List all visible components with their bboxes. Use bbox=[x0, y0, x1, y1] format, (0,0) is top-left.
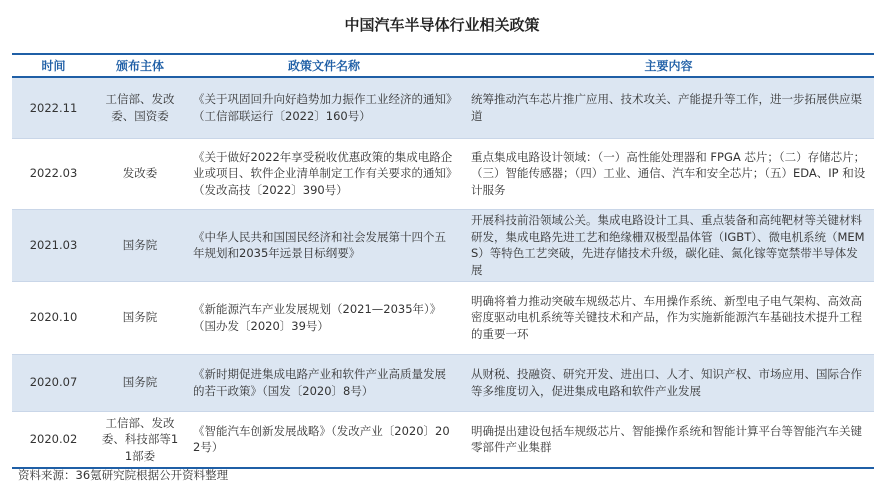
cell-content: 明确将着力推动突破车规级芯片、车用操作系统、新型电子电气架构、高效高密度驱动电机系统等关键技术和产品，作为实施新能源汽车基础技术提升工程的重要一环 bbox=[463, 281, 874, 354]
header-content: 主要内容 bbox=[463, 54, 874, 77]
cell-time: 2020.10 bbox=[12, 281, 95, 354]
cell-document: 《关于巩固回升向好趋势加力振作工业经济的通知》（工信部联运行〔2022〕160号） bbox=[185, 77, 463, 138]
cell-time: 2020.02 bbox=[12, 411, 95, 468]
cell-time: 2020.07 bbox=[12, 354, 95, 411]
cell-time: 2022.03 bbox=[12, 138, 95, 209]
cell-time: 2022.11 bbox=[12, 77, 95, 138]
cell-content: 重点集成电路设计领域：（一）高性能处理器和 FPGA 芯片；（二）存储芯片；（三）智能传感器；（四）工业、通信、汽车和安全芯片；（五）EDA、IP 和设计服务 bbox=[463, 138, 874, 209]
policy-table bbox=[12, 53, 874, 469]
source-note: 资料来源：36氪研究院根据公开资料整理 bbox=[18, 468, 229, 482]
cell-content: 开展科技前沿领域公关。集成电路设计工具、重点装备和高纯靶材等关键材料研发，集成电路先进工艺和绝缘栅双极型晶体管（IGBT）、微电机系统（MEMS）等特色工艺突破，先进存储技术升级，碳化硅、氮化镓等宽禁带半导体发展 bbox=[463, 209, 874, 281]
cell-content: 统筹推动汽车芯片推广应用、技术攻关、产能提升等工作，进一步拓展供应渠道 bbox=[463, 77, 874, 138]
cell-issuer: 工信部、发改委、科技部等11部委 bbox=[95, 411, 185, 468]
table-row bbox=[12, 209, 874, 281]
cell-content: 从财税、投融资、研究开发、进出口、人才、知识产权、市场应用、国际合作等多维度切入，促进集成电路和软件产业发展 bbox=[463, 354, 874, 411]
cell-content: 明确提出建设包括车规级芯片、智能操作系统和智能计算平台等智能汽车关键零部件产业集群 bbox=[463, 411, 874, 468]
table-row bbox=[12, 77, 874, 138]
page-title: 中国汽车半导体行业相关政策 bbox=[344, 16, 540, 34]
table-row bbox=[12, 138, 874, 209]
cell-document: 《中华人民共和国国民经济和社会发展第十四个五年规划和2035年远景目标纲要》 bbox=[185, 209, 463, 281]
cell-document: 《关于做好2022年享受税收优惠政策的集成电路企业或项目、软件企业清单制定工作有关要求的通知》（发改高技〔2022〕390号） bbox=[185, 138, 463, 209]
cell-issuer: 国务院 bbox=[95, 354, 185, 411]
table-row bbox=[12, 411, 874, 468]
header-time: 时间 bbox=[12, 54, 95, 77]
cell-document: 《新时期促进集成电路产业和软件产业高质量发展的若干政策》（国发〔2020〕8号） bbox=[185, 354, 463, 411]
cell-issuer: 工信部、发改委、国资委 bbox=[95, 77, 185, 138]
table-row bbox=[12, 281, 874, 354]
cell-issuer: 国务院 bbox=[95, 281, 185, 354]
cell-issuer: 发改委 bbox=[95, 138, 185, 209]
table-row bbox=[12, 354, 874, 411]
cell-issuer: 国务院 bbox=[95, 209, 185, 281]
cell-document: 《新能源汽车产业发展规划（2021—2035年）》（国办发〔2020〕39号） bbox=[185, 281, 463, 354]
header-document: 政策文件名称 bbox=[185, 54, 463, 77]
header-issuer: 颁布主体 bbox=[95, 54, 185, 77]
cell-document: 《智能汽车创新发展战略》（发改产业〔2020〕202号） bbox=[185, 411, 463, 468]
cell-time: 2021.03 bbox=[12, 209, 95, 281]
table-header-row bbox=[12, 54, 874, 77]
